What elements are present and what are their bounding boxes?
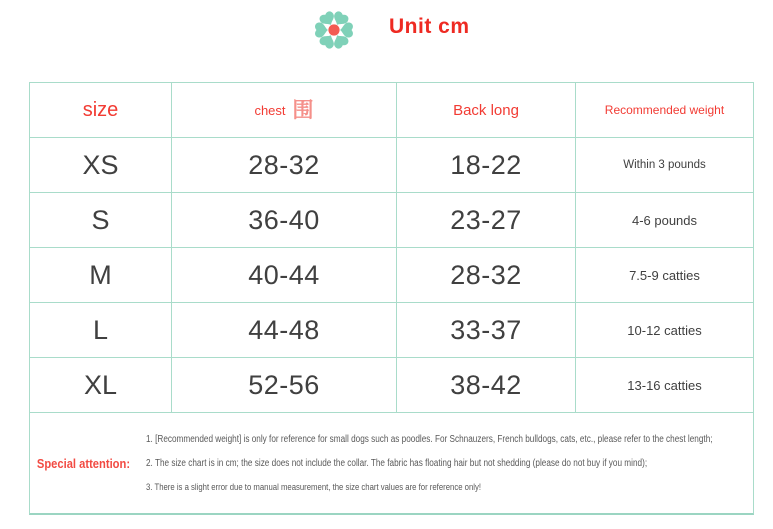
table-row bbox=[30, 248, 753, 303]
weight-cell: 7.5-9 catties bbox=[576, 248, 753, 303]
notes-list bbox=[146, 413, 753, 513]
girth-character-icon: 围 bbox=[292, 98, 314, 122]
back-long-cell: 38-42 bbox=[397, 358, 576, 413]
chest-cell: 36-40 bbox=[172, 193, 397, 248]
page-header bbox=[0, 0, 773, 62]
size-chart-table bbox=[29, 82, 754, 515]
column-header-size: size bbox=[30, 83, 172, 138]
size-cell: S bbox=[30, 193, 172, 248]
column-header-chest bbox=[172, 83, 397, 138]
chest-cell: 40-44 bbox=[172, 248, 397, 303]
table-body bbox=[30, 138, 753, 413]
table-row bbox=[30, 358, 753, 413]
back-long-cell: 28-32 bbox=[397, 248, 576, 303]
weight-cell: 13-16 catties bbox=[576, 358, 753, 413]
special-attention-label: Special attention: bbox=[36, 455, 131, 471]
size-cell: L bbox=[30, 303, 172, 358]
note-item: 1. [Recommended weight] is only for reference for small dogs such as poodles. For Schnauzers, French bulldogs, cats, etc., please refer to the chest length; bbox=[146, 434, 713, 445]
unit-label: Unit cm bbox=[389, 15, 470, 38]
chest-cell: 52-56 bbox=[172, 358, 397, 413]
column-header-back-long: Back long bbox=[397, 83, 576, 138]
size-cell: M bbox=[30, 248, 172, 303]
size-cell: XL bbox=[30, 358, 172, 413]
table-row bbox=[30, 138, 753, 193]
chest-cell: 28-32 bbox=[172, 138, 397, 193]
back-long-cell: 33-37 bbox=[397, 303, 576, 358]
weight-cell: Within 3 pounds bbox=[576, 138, 753, 193]
special-attention-section bbox=[30, 413, 753, 513]
flower-icon bbox=[311, 7, 357, 53]
note-item: 2. The size chart is in cm; the size does not include the collar. The fabric has floating hair but not shedding (please do not buy if you mind); bbox=[146, 458, 648, 469]
note-item: 3. There is a slight error due to manual measurement, the size chart values are for reference only! bbox=[146, 482, 482, 492]
table-row bbox=[30, 193, 753, 248]
size-cell: XS bbox=[30, 138, 172, 193]
weight-cell: 4-6 pounds bbox=[576, 193, 753, 248]
table-row bbox=[30, 303, 753, 358]
back-long-cell: 23-27 bbox=[397, 193, 576, 248]
table-header-row bbox=[30, 83, 753, 138]
chest-header-label: chest bbox=[254, 102, 286, 118]
chest-cell: 44-48 bbox=[172, 303, 397, 358]
back-long-cell: 18-22 bbox=[397, 138, 576, 193]
column-header-recommended-weight: Recommended weight bbox=[576, 83, 753, 138]
weight-cell: 10-12 catties bbox=[576, 303, 753, 358]
